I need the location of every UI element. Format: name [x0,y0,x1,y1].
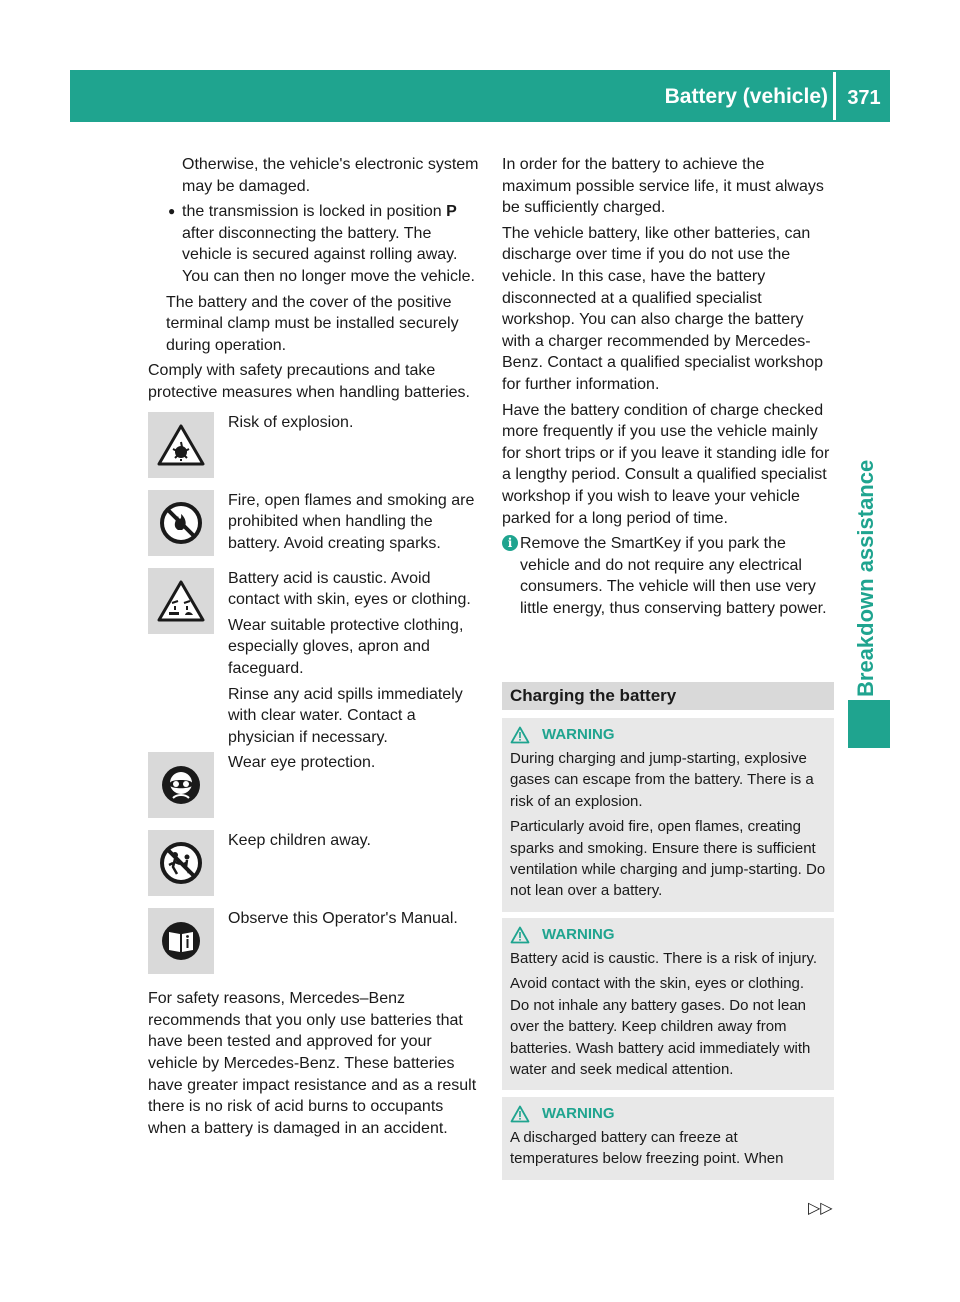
symbol-text: Fire, open flames and smoking are prohibited when handling the battery. Avoid creating sparks. [228,491,475,552]
symbol-text: Risk of explosion. [228,413,354,431]
side-tab-marker [848,700,890,748]
symbol-text: Keep children away. [228,832,371,850]
continue-arrows-icon: ▷▷ [808,1200,833,1217]
symbol-row [148,568,484,749]
warning-title [510,724,826,746]
warning-text: During charging and jump-starting, explosive gases can escape from the battery. There is a risk of an explosion. [510,750,814,810]
symbol-text: Wear suitable protective clothing, especially gloves, apron and faceguard. [228,616,464,677]
paragraph: In order for the battery to achieve the maximum possible service life, it must always be sufficiently charged. [502,156,824,217]
eye-protection-icon [148,752,214,818]
paragraph: Comply with safety precautions and take protective measures when handling batteries. [148,362,470,401]
symbol-text: Observe this Operator's Manual. [228,910,458,928]
warning-triangle-icon [510,1105,530,1123]
warning-triangle-icon [510,726,530,744]
paragraph: For safety reasons, Mercedes–Benz recommends that you only use batteries that have been tested and approved for your vehicle by Mercedes-Benz. These batteries have greater impact resistance and as a result there is no risk of acid burns to occupants when a battery is damaged in an accident. [148,990,477,1137]
symbol-row [148,830,484,904]
paragraph: The vehicle battery, like other batteries, can discharge over time if you do not use the vehicle. In this case, have the battery disconnected at a qualified specialist workshop. You can also charge the battery with a charger recommended by Mercedes-Benz. Contact a qualified specialist workshop for further information. [502,224,824,393]
warning-text: Avoid contact with the skin, eyes or clothing. Do not inhale any battery gases. Do not lean over the battery. Keep children away from batteries. Wash battery acid immediately with water and seek medical attention. [510,975,811,1079]
symbol-row [148,908,484,982]
info-icon: i [502,535,518,551]
warning-label: WARNING [542,926,615,943]
symbol-text: Battery acid is caustic. Avoid contact with skin, eyes or clothing. [228,569,471,609]
gear-position: P [446,203,457,221]
symbol-row [148,412,484,486]
warning-text: Particularly avoid fire, open flames, creating sparks and smoking. Ensure there is sufficient ventilation while charging and jump-starting. Do not lean over a battery. [510,818,826,900]
warning-triangle-icon [510,926,530,944]
page-title: Battery (vehicle) [664,85,828,108]
symbol-text: Rinse any acid spills immediately with clear water. Contact a physician if necessary. [228,685,463,746]
info-note [502,533,836,619]
warning-label: WARNING [542,1105,615,1122]
warning-label: WARNING [542,726,615,743]
bullet-marker: ● [168,204,176,219]
symbol-text: Wear eye protection. [228,754,376,772]
explosion-icon [148,412,214,478]
warning-text: Battery acid is caustic. There is a risk of injury. [510,950,818,967]
warning-box [502,718,834,912]
left-column [148,154,484,1143]
warning-title [510,924,826,946]
warning-box [502,918,834,1090]
bullet-text: after disconnecting the battery. The vehicle is secured against rolling away. You can then no longer move the vehicle. [182,224,475,285]
paragraph: Have the battery condition of charge checked more frequently if you use the vehicle mainly for short trips or if you leave it standing idle for a lengthy period. Consult a qualified specialist workshop if you wish to leave your vehicle parked for a long period of time. [502,401,830,527]
manual-icon [148,908,214,974]
paragraph: Otherwise, the vehicle's electronic system may be damaged. [182,156,479,195]
page-number: 371 [847,87,881,109]
bullet-text: the transmission is locked in position [182,203,447,221]
info-text: Remove the SmartKey if you park the vehicle and do not require any electrical consumers. The vehicle will then use very little energy, thus conserving battery power. [520,535,827,617]
no-fire-icon [148,490,214,556]
bullet-item [148,201,484,287]
warning-text: A discharged battery can freeze at temperatures below freezing point. When [510,1129,784,1168]
warning-box [502,1097,834,1180]
caustic-icon [148,568,214,634]
header-divider [833,72,836,120]
paragraph: The battery and the cover of the positive terminal clamp must be installed securely during operation. [166,293,459,354]
section-heading: Charging the battery [502,682,834,710]
no-children-icon [148,830,214,896]
side-tab-label: Breakdown assistance [853,459,878,697]
symbol-row [148,490,484,564]
symbol-row [148,752,484,826]
warning-title [510,1103,826,1125]
right-column [502,154,836,623]
